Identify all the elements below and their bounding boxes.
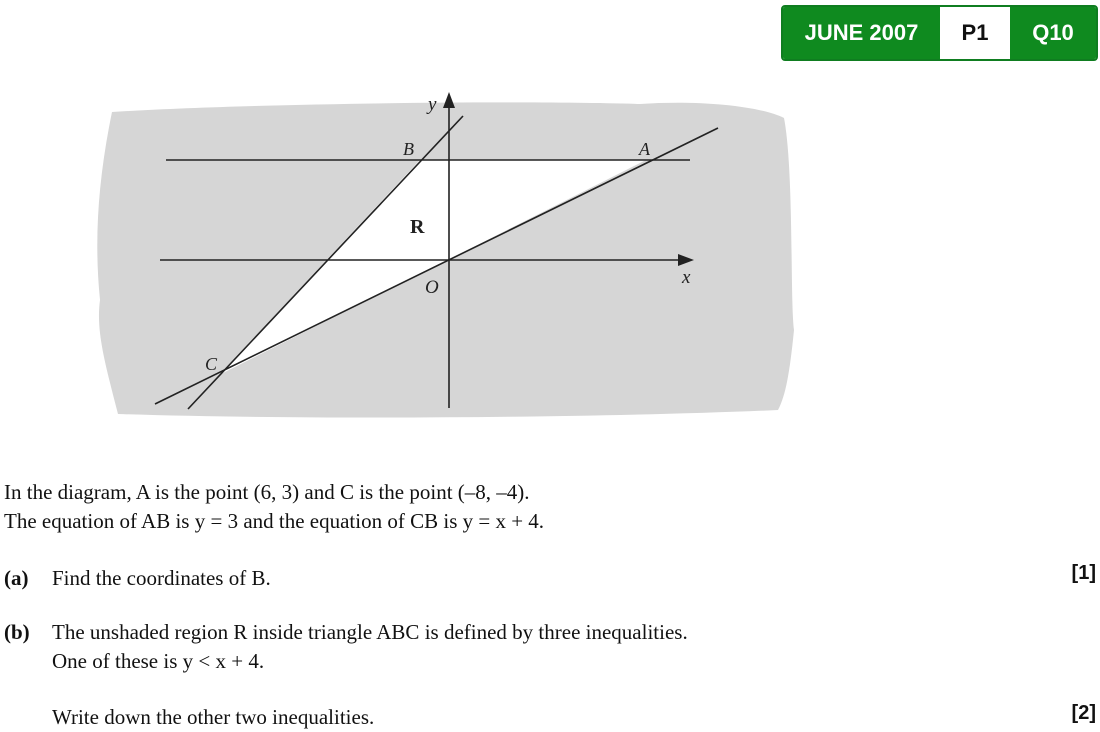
part-b-marks: [2] bbox=[1071, 702, 1096, 724]
origin-label: O bbox=[425, 277, 439, 298]
region-r-label: R bbox=[410, 216, 425, 238]
point-a-label: A bbox=[639, 139, 650, 159]
paper-number: P1 bbox=[940, 7, 1010, 59]
question-number: Q10 bbox=[1010, 7, 1096, 59]
y-axis-label: y bbox=[428, 94, 437, 115]
part-b-line-2: One of these is y < x + 4. bbox=[52, 649, 265, 673]
part-b-line-3: Write down the other two inequalities. bbox=[52, 705, 375, 729]
point-c-label: C bbox=[205, 354, 218, 374]
x-axis-label: x bbox=[682, 267, 691, 288]
part-b-label: (b) bbox=[4, 620, 30, 644]
part-b-line-1: The unshaded region R inside triangle ABC is defined by three inequalities. bbox=[52, 620, 688, 644]
y-axis-arrow bbox=[443, 92, 455, 108]
part-a-marks: [1] bbox=[1071, 562, 1096, 584]
intro-line-2: The equation of AB is y = 3 and the equation of CB is y = x + 4. bbox=[4, 509, 545, 533]
point-b-label: B bbox=[403, 139, 414, 159]
intro-line-1: In the diagram, A is the point (6, 3) and C is the point (–8, –4). bbox=[4, 480, 530, 504]
part-a-label: (a) bbox=[4, 566, 29, 590]
part-a-text: Find the coordinates of B. bbox=[52, 566, 271, 590]
exam-date: JUNE 2007 bbox=[783, 7, 940, 59]
